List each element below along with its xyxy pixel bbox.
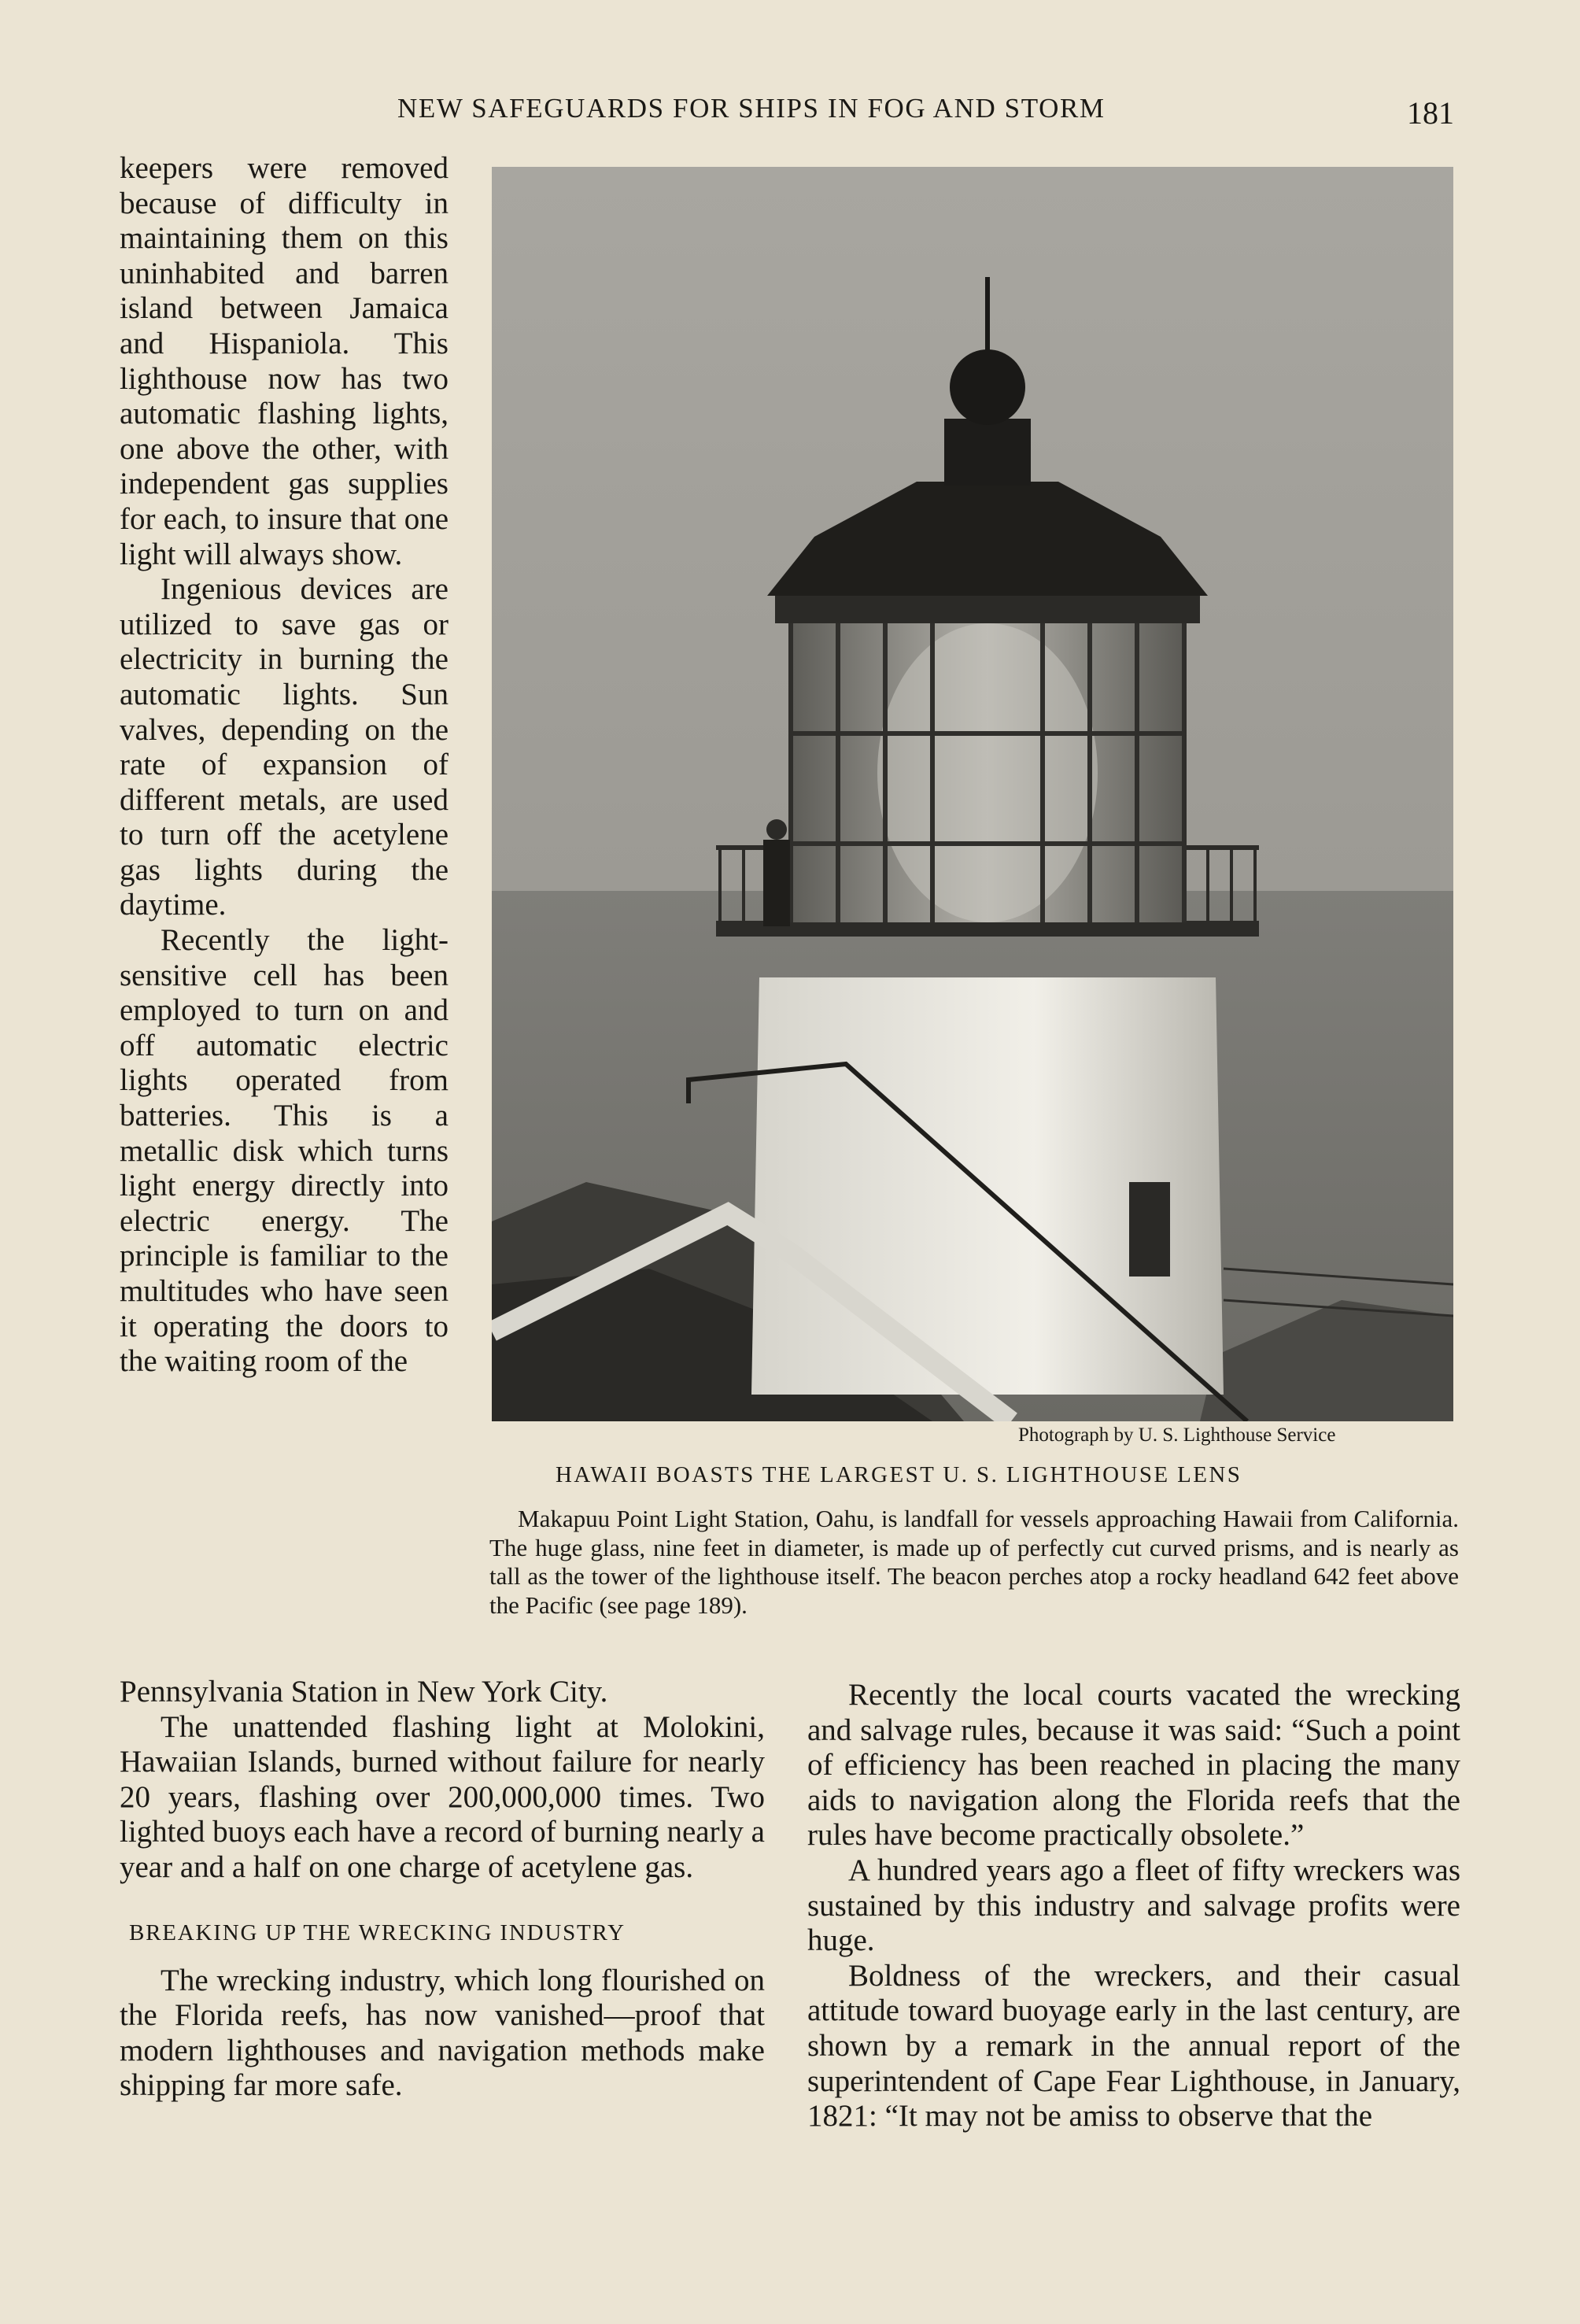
running-head: NEW SAFEGUARDS FOR SHIPS IN FOG AND STORM: [397, 93, 1106, 124]
paragraph: Ingenious devices are utilized to save gas or electricity in burning the automatic lights. Sun valves, depending on the rate of expansion of different metals, are used to turn off the acetylene gas lights during the daytime.: [120, 572, 449, 922]
lighthouse-photograph: [492, 167, 1453, 1421]
caption-text: Makapuu Point Light Station, Oahu, is landfall for vessels approaching Hawaii from California. The huge glass, nine feet in diameter, is made up of perfectly cut curved prisms, and is nearly as tall as the tower of the lighthouse itself. The beacon perches atop a rocky headland 642 feet above the Pacific (see page 189).: [489, 1505, 1459, 1619]
paragraph: Pennsylvania Station in New York City.: [120, 1675, 608, 1709]
paragraph: The wrecking industry, which long flourished on the Florida reefs, has now vanished—proof that modern lighthouses and navigation methods make shipping far more safe.: [120, 1963, 765, 2103]
caption-title: HAWAII BOASTS THE LARGEST U. S. LIGHTHOUSE LENS: [556, 1462, 1242, 1487]
paragraph: Recently the local courts vacated the wrecking and salvage rules, because it was said: “Such a point of efficiency has been reached in placing the many aids to navigation along the Florida reefs that the rules have become practically obsolete.”: [807, 1678, 1460, 1853]
photo-credit: Photograph by U. S. Lighthouse Service: [1018, 1424, 1336, 1446]
left-text-column: [120, 1675, 765, 2104]
right-text-column: [807, 1678, 1460, 2134]
paragraph: keepers were removed because of difficulty in maintaining them on this uninhabited and barren island between Jamaica and Hispaniola. This lighthouse now has two automatic flashing lights, one above the other, with independent gas supplies for each, to insure that one light will always show.: [120, 151, 449, 571]
narrow-text-column: [120, 151, 449, 1380]
section-heading: BREAKING UP THE WRECKING INDUSTRY: [129, 1919, 626, 1945]
paragraph: Boldness of the wreckers, and their casual attitude toward buoyage early in the last century, are shown by a remark in the annual report of the superintendent of Cape Fear Lighthouse, in January, 1821: “It may not be amiss to observe that the: [807, 1958, 1460, 2134]
page-number: 181: [1407, 95, 1454, 131]
paragraph: A hundred years ago a fleet of fifty wreckers was sustained by this industry and salvage profits were huge.: [807, 1853, 1460, 1958]
paragraph: The unattended flashing light at Molokini, Hawaiian Islands, burned without failure for nearly 20 years, flashing over 200,000,000 times. Two lighted buoys each have a record of burning nearly a year and a half on one charge of acetylene gas.: [120, 1709, 765, 1884]
paragraph: Recently the light-sensitive cell has been employed to turn on and off automatic electric lights operated from batteries. This is a metallic disk which turns light energy directly into electric energy. The principle is familiar to the multitudes who have seen it operating the doors to the waiting room of the: [120, 923, 449, 1379]
